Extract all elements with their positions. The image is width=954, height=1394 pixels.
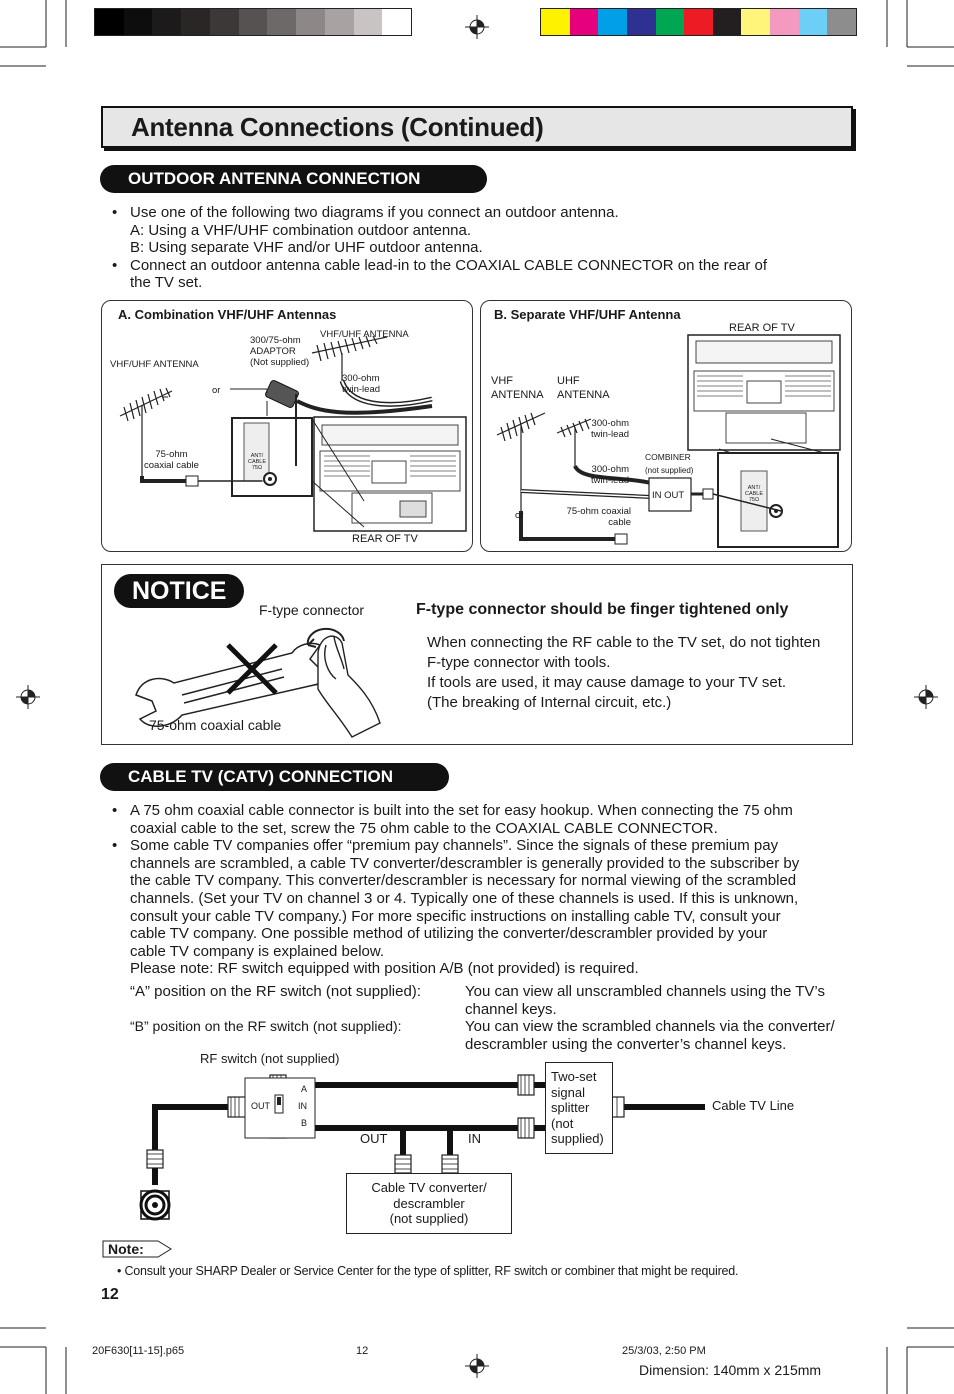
text-line: CABLE [744, 491, 764, 497]
text-line: You can view all unscrambled channels using the TV’s [465, 983, 825, 1000]
calibration-swatch [124, 9, 153, 35]
rf-switch-a-text [465, 983, 855, 1018]
calibration-swatch [713, 9, 742, 35]
diagram-b-panel [480, 300, 852, 552]
calibration-swatch [267, 9, 296, 35]
text-line: 75-ohm [155, 449, 188, 460]
text-line: channel keys. [465, 1000, 557, 1018]
calibration-swatch [210, 9, 239, 35]
text-line: A 75 ohm coaxial cable connector is built into the set for easy hookup. When connecting the 75 ohm [130, 802, 793, 819]
notice-body [427, 633, 820, 713]
calibration-swatch [95, 9, 124, 35]
twin-lead-upper-label [591, 418, 629, 440]
uhf-antenna-label [557, 374, 610, 402]
text-line: ANTENNA [491, 389, 544, 401]
text-line: Please note: RF switch equipped with position A/B (not provided) is required. [130, 960, 639, 978]
notice-panel [101, 564, 853, 745]
twin-lead-lower-label [591, 464, 629, 486]
combiner-in-out-label: IN OUT [652, 490, 685, 501]
right-antenna-label: VHF/UHF ANTENNA [320, 329, 409, 340]
page-title: Antenna Connections (Continued) [131, 112, 544, 142]
rear-of-tv-label: REAR OF TV [352, 533, 418, 545]
text-line: A: Using a VHF/UHF combination outdoor antenna. [130, 221, 472, 239]
note-text [117, 1264, 738, 1278]
rear-of-tv-label: REAR OF TV [729, 322, 795, 334]
text-line: descrambler [393, 1195, 465, 1211]
converter-in-label: IN [468, 1131, 481, 1146]
rf-switch-out-label: OUT [251, 1101, 270, 1111]
vhf-antenna-icon [497, 413, 545, 511]
text-line: B: Using separate VHF and/or UHF outdoor antenna. [130, 239, 483, 257]
text-line: CABLE [247, 459, 267, 465]
calibration-swatch [296, 9, 325, 35]
calibration-swatch [325, 9, 354, 35]
rf-switch-a-label: “A” position on the RF switch (not supplied): [130, 983, 421, 1000]
rf-switch-label: RF switch (not supplied) [200, 1051, 340, 1066]
bullet-dot: • [112, 837, 118, 855]
note-tag [102, 1240, 172, 1258]
text-line: 75-ohm coaxial [566, 506, 631, 517]
adaptor-label [250, 335, 309, 368]
text-line: the cable TV company. This converter/descrambler is necessary for normal viewing of the scrambled [130, 872, 797, 890]
text-line: descrambler using the converter’s channel keys. [465, 1035, 787, 1053]
diagram-a-title: A. Combination VHF/UHF Antennas [118, 307, 337, 322]
coax-label [561, 506, 631, 528]
text-line: (not [551, 1115, 574, 1131]
rf-switch-b-text [465, 1018, 855, 1053]
text-line: (not supplied) [645, 466, 694, 475]
catv-instructions [101, 802, 853, 978]
bullet-dot: • [112, 204, 118, 221]
ant-jack-label [245, 453, 269, 471]
text-line: 300/75-ohm [250, 335, 301, 346]
text-line: Cable TV converter/ [371, 1180, 487, 1195]
text-line: ANT/ [747, 485, 761, 491]
text-line: supplied) [551, 1131, 604, 1146]
text-line: 75Ω [251, 465, 263, 471]
notice-heading: F-type connector should be finger tightened only [416, 601, 789, 618]
bullet-dot: • [117, 1264, 122, 1278]
combiner-label [645, 451, 693, 477]
text-line: When connecting the RF cable to the TV set, do not tighten [427, 634, 821, 651]
text-line: signal [551, 1084, 585, 1100]
text-line: UHF [557, 375, 580, 387]
grayscale-calibration-bar [94, 8, 412, 36]
converter-out-label: OUT [360, 1131, 388, 1146]
text-line: channels. (Set your TV on channel 3 or 4. Typically one of these channels is used. If this is unknown, [130, 889, 799, 907]
calibration-swatch [684, 9, 713, 35]
text-line: twin-lead [591, 475, 630, 486]
text-line: ADAPTOR [250, 346, 296, 357]
text-line: ANTENNA [557, 389, 610, 401]
splitter-box [545, 1062, 613, 1154]
text-line: F-type connector with tools. [427, 654, 611, 671]
twin-lead-label [342, 373, 380, 395]
bullet-item [101, 204, 853, 257]
rf-switch-in-port: IN [298, 1101, 307, 1111]
coax-cable-label: 75-ohm coaxial cable [149, 717, 282, 733]
text-line: cable TV company is explained below. [130, 942, 385, 960]
text-line: splitter [551, 1100, 590, 1115]
rf-switch-a-port: A [301, 1084, 308, 1094]
text-line: twin-lead [591, 429, 630, 440]
calibration-swatch [656, 9, 685, 35]
dimension-label: Dimension: 140mm x 215mm [639, 1362, 822, 1378]
calibration-swatch [598, 9, 627, 35]
text-line: You can view the scrambled channels via the converter/ [465, 1018, 835, 1035]
text-line: (Not supplied) [250, 357, 310, 368]
text-line: (not supplied) [389, 1211, 469, 1226]
vhf-antenna-label [491, 374, 544, 402]
bullet-dot: • [112, 802, 118, 819]
text-line: VHF [491, 375, 513, 387]
calibration-swatch [541, 9, 570, 35]
calibration-swatch [239, 9, 268, 35]
outdoor-instructions [101, 204, 853, 292]
text-line: 75Ω [748, 497, 760, 503]
file-name: 20F630[11-15].p65 [92, 1345, 185, 1357]
diagram-a-panel [101, 300, 473, 552]
text-line: 300-ohm [591, 418, 630, 429]
calibration-swatch [354, 9, 383, 35]
calibration-swatch [570, 9, 599, 35]
uhf-antenna-icon [557, 419, 591, 466]
text-line: Some cable TV companies offer “premium pay channels”. Since the signals of these premium pay [130, 837, 779, 855]
ant-jack-label [742, 485, 766, 503]
calibration-swatch [382, 9, 411, 35]
text-line: twin-lead [342, 384, 381, 395]
text-line: COMBINER [645, 452, 691, 462]
bullet-dot: • [112, 256, 118, 274]
footer-page: 12 [356, 1345, 369, 1357]
page-title-box [101, 106, 853, 148]
rf-switch-b-label: “B” position on the RF switch (not supplied): [130, 1018, 402, 1034]
calibration-swatch [627, 9, 656, 35]
calibration-swatch [152, 9, 181, 35]
footer-date: 25/3/03, 2:50 PM [622, 1345, 706, 1357]
text-line: Connect an outdoor antenna cable lead-in to the COAXIAL CABLE CONNECTOR on the rear of [130, 256, 768, 274]
text-line: Use one of the following two diagrams if you connect an outdoor antenna. [130, 204, 619, 221]
calibration-swatch [827, 9, 856, 35]
page-number: 12 [101, 1286, 119, 1303]
note-label: Note: [108, 1241, 144, 1257]
or-label: or [515, 510, 524, 521]
text-line: 300-ohm [342, 373, 380, 384]
text-line: Consult your SHARP Dealer or Service Center for the type of splitter, RF switch or combiner that might be required. [124, 1264, 739, 1278]
cable-tv-line-label: Cable TV Line [712, 1098, 795, 1113]
text-line: coaxial cable to the set, screw the 75 ohm cable to the COAXIAL CABLE CONNECTOR. [130, 819, 718, 837]
coax-label [144, 449, 199, 471]
catv-section-heading: CABLE TV (CATV) CONNECTION [100, 763, 449, 791]
text-line: coaxial cable [144, 460, 199, 471]
bullet-item [101, 802, 853, 837]
bullet-item [101, 837, 853, 978]
text-line: (The breaking of Internal circuit, etc.) [427, 694, 672, 711]
converter-box [346, 1173, 512, 1234]
bullet-item [101, 257, 853, 292]
or-label: or [212, 385, 221, 396]
text-line: ANT/ [250, 453, 264, 459]
text-line: cable TV company. One possible method of utilizing the converter/descrambler provided by your [130, 925, 768, 943]
text-line: the TV set. [130, 274, 203, 292]
text-line: If tools are used, it may cause damage to your TV set. [427, 674, 787, 691]
outdoor-section-heading: OUTDOOR ANTENNA CONNECTION [100, 165, 487, 193]
text-line: consult your cable TV company.) For more specific instructions on installing cable TV, consult your [130, 907, 781, 925]
calibration-swatch [181, 9, 210, 35]
color-calibration-bar [540, 8, 857, 36]
calibration-swatch [770, 9, 799, 35]
text-line: Two-set [551, 1069, 597, 1084]
diagram-b-illustration [481, 301, 853, 553]
calibration-swatch [799, 9, 828, 35]
diagram-b-title: B. Separate VHF/UHF Antenna [494, 307, 681, 322]
text-line: channels are scrambled, a cable TV converter/descrambler is generally provided to the subscriber by [130, 854, 800, 872]
notice-label: NOTICE [114, 574, 244, 608]
text-line: 300-ohm [591, 464, 630, 475]
hand-icon [318, 636, 380, 737]
f-type-connector-label: F-type connector [259, 602, 365, 618]
calibration-swatch [741, 9, 770, 35]
rf-switch-b-port: B [301, 1118, 308, 1128]
text-line: cable [608, 517, 631, 528]
left-antenna-label: VHF/UHF ANTENNA [110, 359, 199, 370]
